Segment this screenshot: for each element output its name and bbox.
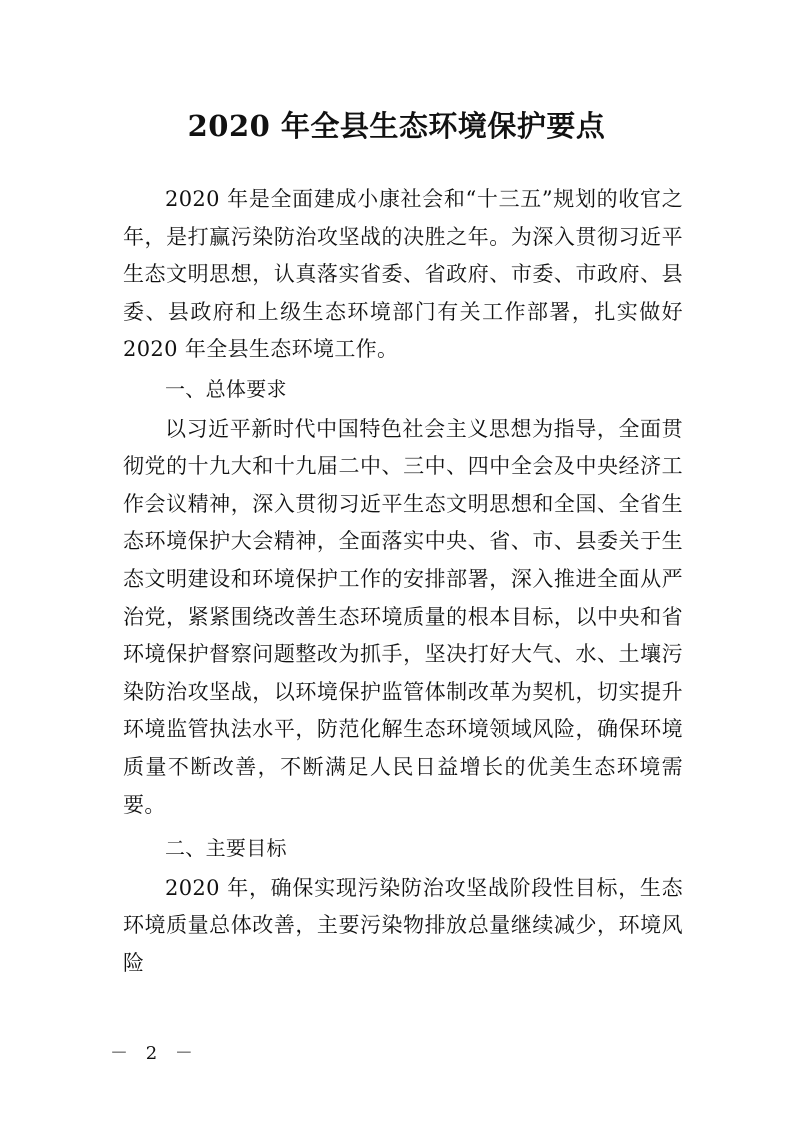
overall-requirements-paragraph: 以习近平新时代中国特色社会主义思想为指导，全面贯彻党的十九大和十九届二中、三中、四中全会及中央经济工作会议精神，深入贯彻习近平生态文明思想和全国、全省生态环境保护大会精神，全面落实中央、省、市、县委关于生态文明建设和环境保护工作的安排部署，深入推进全面从严治党，紧紧围绕改善生态环境质量的根本目标，以中央和省环境保护督察问题整改为抓手，坚决打好大气、水、土壤污染防治攻坚战，以环境保护监管体制改革为契机，切实提升环境监管执法水平，防范化解生态环境领域风险，确保环境质量不断改善，不断满足人民日益增长的优美生态环境需要。 xyxy=(123,416,683,817)
main-targets-paragraph: 2020 年，确保实现污染防治攻坚战阶段性目标，生态环境质量总体改善，主要污染物排放总量继续减少，环境风险 xyxy=(123,875,683,975)
section-heading-overall-requirements: 一、总体要求 xyxy=(165,376,287,401)
document-body xyxy=(123,181,683,982)
page-number: － 2 － xyxy=(110,1043,199,1064)
section-heading-main-targets: 二、主要目标 xyxy=(165,836,287,861)
document-title: 2020 年全县生态环境保护要点 xyxy=(187,109,606,143)
intro-paragraph: 2020 年是全面建成小康社会和“十三五”规划的收官之年，是打赢污染防治攻坚战的决胜之年。为深入贯彻习近平生态文明思想，认真落实省委、省政府、市委、市政府、县委、县政府和上级生态环境部门有关工作部署，扎实做好2020 年全县生态环境工作。 xyxy=(123,187,683,362)
